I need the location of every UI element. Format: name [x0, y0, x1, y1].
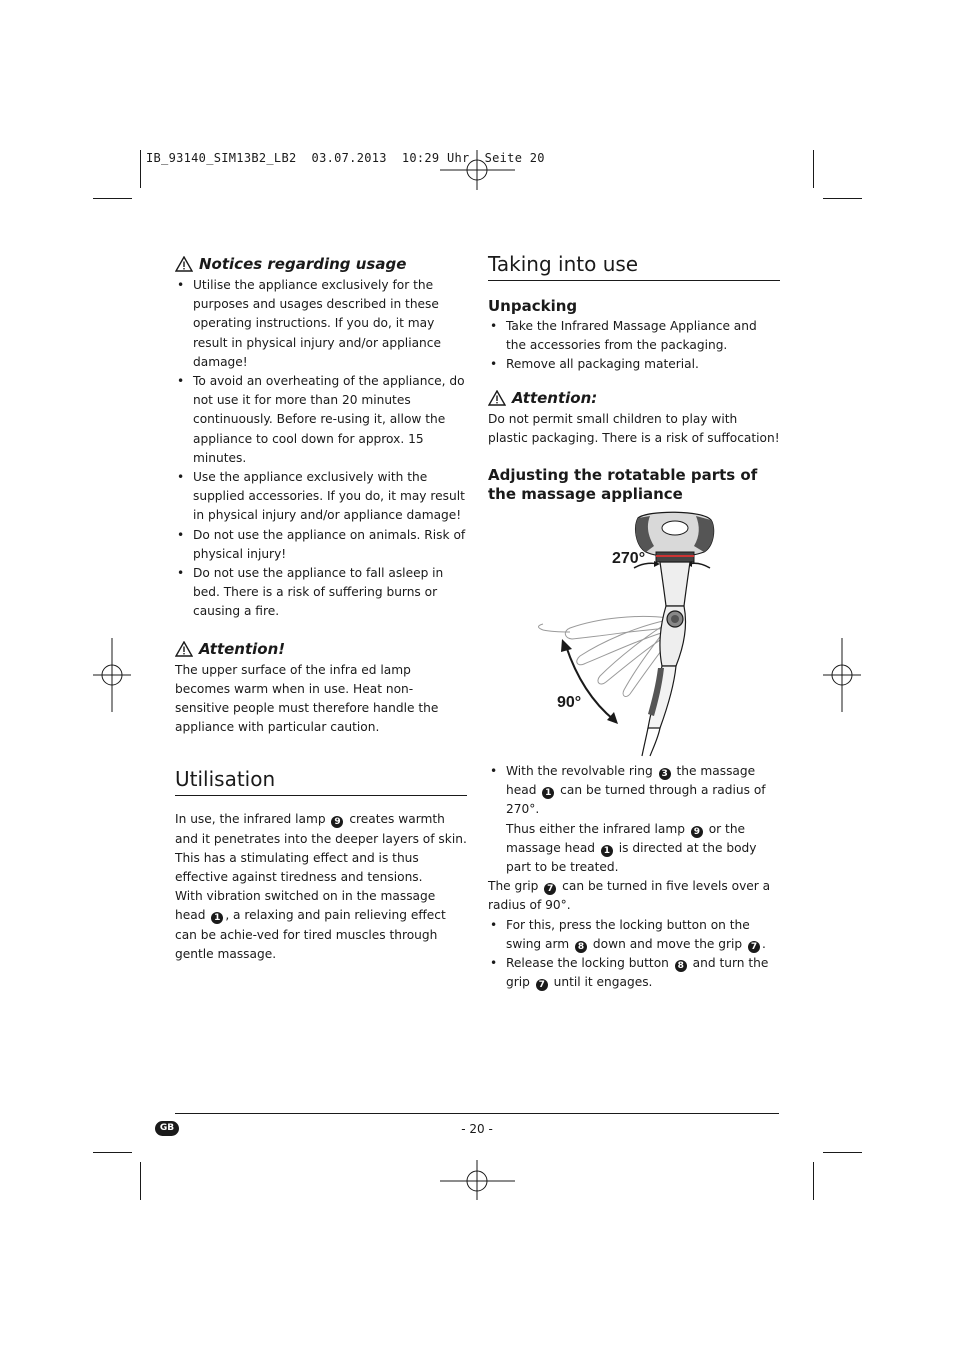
attention-heading-right — [488, 389, 780, 407]
massage-appliance-figure — [488, 506, 780, 758]
attention-text-right: Do not permit small children to play with plastic packaging. There is a risk of suffocation! — [488, 411, 780, 445]
text-span: In use, the infrared lamp — [175, 812, 330, 827]
warning-triangle-icon — [175, 641, 193, 657]
print-slug: IB_93140_SIM13B2_LB2 03.07.2013 10:29 Uhr Seite 20 — [146, 151, 545, 165]
unpacking-list — [488, 317, 780, 375]
grip-paragraph — [488, 877, 780, 915]
page-number: - 20 - — [461, 1122, 493, 1136]
part-number-badge: 7 — [748, 941, 760, 953]
list-item — [488, 954, 780, 992]
warning-triangle-icon — [175, 256, 193, 272]
adjusting-list-1 — [488, 762, 780, 877]
text-span: Thus either the infrared lamp — [506, 821, 689, 836]
text-span: down and move the grip — [589, 936, 747, 951]
part-number-badge: 8 — [575, 941, 587, 953]
massage-appliance-illustration — [488, 506, 780, 758]
list-item: • To avoid an overheating of the appliance, do not use it for more than 20 minutes continuously. Before re-using it, allow the appliance to cool down for approx. 15 minutes. — [175, 372, 467, 468]
utilisation-paragraph-1 — [175, 810, 467, 887]
list-item — [488, 762, 780, 877]
text-span: is directed at the body part to be treated. — [506, 840, 757, 875]
list-item: • Remove all packaging material. — [488, 355, 780, 374]
text-span: and turn the grip — [506, 956, 769, 990]
notices-list — [175, 276, 467, 622]
list-item: • Do not use the appliance on animals. Risk of physical injury! — [175, 526, 467, 564]
footer-rule — [175, 1113, 779, 1114]
part-number-badge: 7 — [544, 883, 556, 895]
notices-heading — [175, 255, 467, 273]
text-span: . — [762, 936, 766, 951]
text-span: The grip — [488, 879, 543, 894]
text-span: or the massage head — [506, 821, 746, 855]
adjusting-heading: Adjusting the rotatable parts of the massage appliance — [488, 466, 758, 504]
attention-heading-text: Attention: — [512, 388, 598, 407]
text-span: With vibration switched on in the massage head — [175, 889, 436, 923]
adjusting-list-2 — [488, 916, 780, 993]
list-item: • Take the Infrared Massage Appliance and the accessories from the packaging. — [488, 317, 780, 355]
utilisation-paragraph-2 — [175, 887, 467, 964]
unpacking-heading: Unpacking — [488, 297, 578, 315]
text-span: Release the locking button — [506, 956, 673, 971]
taking-into-use-heading: Taking into use — [488, 252, 780, 281]
notices-heading-text: Notices regarding usage — [199, 255, 407, 273]
text-span: the massage head — [506, 764, 756, 798]
attention-heading-text: Attention! — [199, 639, 286, 658]
text-span: can be turned through a radius of 270°. — [506, 783, 766, 817]
text-span: With the revolvable ring — [506, 764, 657, 779]
part-number-badge: 1 — [542, 787, 554, 799]
list-item: • Utilise the appliance exclusively for the purposes and usages described in these operating instructions. If you do, it may result in physical injury and/or appliance damage! — [175, 276, 467, 372]
attention-heading — [175, 640, 467, 658]
text-span: , a relaxing and pain relieving effect can be achie-ved for tired muscles through gentle massage. — [175, 908, 446, 961]
left-column — [175, 255, 467, 964]
part-number-badge: 8 — [675, 960, 687, 972]
part-number-badge: 9 — [331, 816, 343, 828]
rotation-270-label: 270° — [612, 550, 646, 568]
utilisation-heading: Utilisation — [175, 767, 467, 796]
part-number-badge: 9 — [691, 826, 703, 838]
attention-text: The upper surface of the infra ed lamp becomes warm when in use. Heat non-sensitive people must therefore handle the appliance with particular caution. — [175, 662, 439, 735]
list-item — [488, 916, 780, 954]
text-span: For this, press the locking button on the swing arm — [506, 917, 750, 951]
rotation-90-label: 90° — [557, 694, 582, 712]
warning-triangle-icon — [488, 390, 506, 406]
part-number-badge: 3 — [659, 768, 671, 780]
right-column — [488, 252, 780, 992]
part-number-badge: 1 — [601, 845, 613, 857]
text-span: creates warmth and it penetrates into the deeper layers of skin. This has a stimulating effect and is thus effective against tiredness and tensions. — [175, 812, 467, 885]
part-number-badge: 7 — [536, 979, 548, 991]
list-item: • Use the appliance exclusively with the supplied accessories. If you do, it may result in physical injury and/or appliance damage! — [175, 468, 467, 526]
language-badge: GB — [155, 1121, 179, 1136]
text-span: until it engages. — [549, 975, 653, 990]
part-number-badge: 1 — [211, 912, 223, 924]
list-item: • Do not use the appliance to fall asleep in bed. There is a risk of suffering burns or causing a fire. — [175, 564, 467, 622]
text-span: can be turned in five levels over a radius of 90°. — [488, 879, 771, 913]
